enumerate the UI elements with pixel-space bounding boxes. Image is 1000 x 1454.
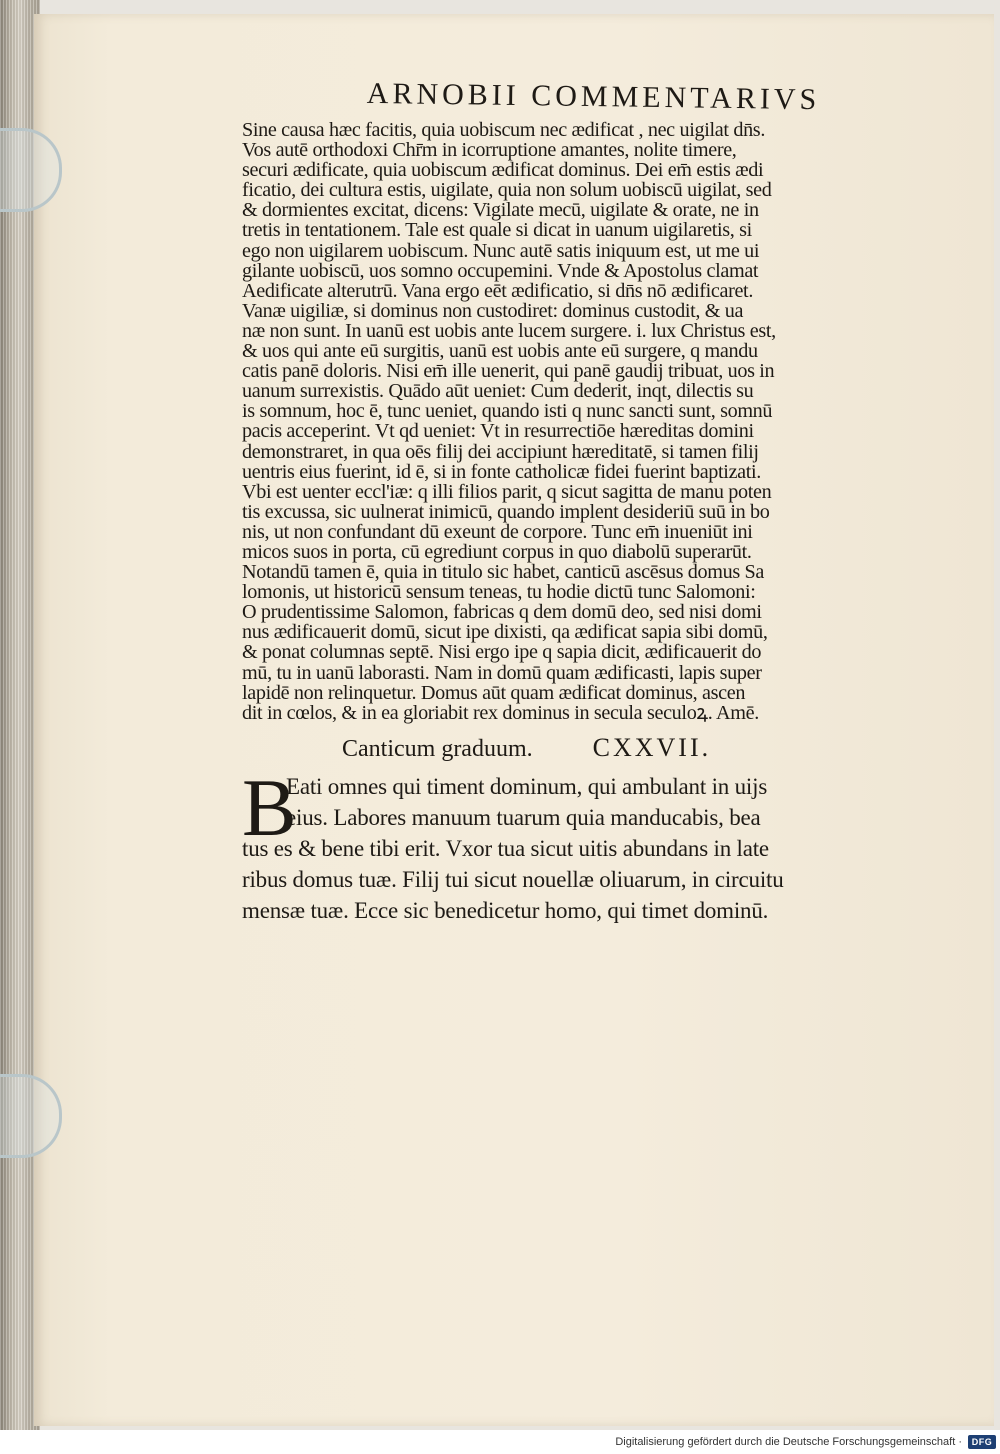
- commentary-line: & dormientes excitat, dicens: Vigilate mecū, uigilate & orate, ne in: [242, 199, 759, 222]
- commentary-line: tretis in tentationem. Tale est quale si dicat in uanum uigilaretis, si: [242, 219, 752, 242]
- commentary-line: & uos qui ante eū surgitis, uanū est uobis ante eū surgere, q mandu: [242, 340, 758, 363]
- commentary-text: [242, 120, 937, 723]
- commentary-line: Aedificate alterutrū. Vana ergo eēt ædificatio, si dn̄s nō ædificaret.: [242, 279, 754, 302]
- commentary-line: Vbi est uenter eccl'iæ: q illi filios parit, q sicut sagitta de manu poten: [242, 480, 772, 503]
- commentary-line: Sine causa hæc facitis, quia uobiscum nec ædificat , nec uigilat dn̄s.: [242, 119, 766, 141]
- commentary-line: micos suos in porta, cū egrediunt corpus in quo diabolū superarūt.: [242, 540, 752, 563]
- commentary-line: næ non sunt. In uanū est uobis ante lucem surgere. i. lux Christus est,: [242, 319, 776, 342]
- psalm-number: CXXVII.: [592, 732, 712, 762]
- commentary-line: lomonis, ut historicū sensum teneas, tu hodie dictū tunc Salomoni:: [242, 581, 756, 604]
- commentary-line: is somnum, hoc ē, tunc ueniet, quando isti q nunc sancti sunt, somnū: [242, 400, 773, 423]
- commentary-line: Vos autē orthodoxi Chr̄m in icorruptione amantes, nolite timere,: [242, 139, 737, 162]
- commentary-line: dit in cœlos, & in ea gloriabit rex dominus in secula seculoꝝ. Amē.: [242, 701, 759, 724]
- commentary-line: securi ædificate, quia uobiscum ædificat dominus. Dei em̄ estis ædi: [242, 159, 764, 182]
- psalm-line: tus es & bene tibi erit. Vxor tua sicut uitis abundans in late: [242, 835, 769, 861]
- psalm-line: eius. Labores manuum tuarum quia manducabis, bea: [286, 804, 761, 830]
- commentary-line: O prudentissime Salomon, fabricas q dem domū deo, sed nisi domi: [242, 601, 762, 624]
- dfg-logo-icon: DFG: [968, 1435, 996, 1449]
- commentary-line: gilante uobiscū, uos somno occupemini. Vnde & Apostolus clamat: [242, 259, 759, 282]
- commentary-line: uentris eius fuerint, id ē, si in fonte catholicæ fidei fuerint baptizati.: [242, 460, 762, 483]
- commentary-line: ficatio, dei cultura estis, uigilate, quia non solum uobiscū uigilat, sed: [242, 179, 772, 202]
- psalm-line: Eati omnes qui timent dominum, qui ambulant in uijs: [286, 773, 768, 799]
- commentary-line: tis excussa, sic uulnerat inimicū, quando implent desideriū suū in bo: [242, 500, 770, 523]
- drop-cap: B: [242, 761, 297, 853]
- psalm-text: [242, 761, 937, 926]
- commentary-line: nis, ut non confundant dū exeunt de corpore. Tunc em̄ inueniūt ini: [242, 520, 753, 543]
- commentary-line: nus ædificauerit domū, sicut ipe dixisti, qa ædificat sapia sibi domū,: [242, 621, 768, 644]
- commentary-line: demonstraret, in qua oēs filij dei accipiunt hæreditatē, si tamen filij: [242, 440, 759, 463]
- commentary-line: mū, tu in uanū laborasti. Nam in domū quam ædificasti, lapis super: [242, 661, 762, 684]
- commentary-line: catis panē doloris. Nisi em̄ ille uenerit, qui panē gaudij tribuat, uos in: [242, 360, 775, 383]
- running-head: ARNOBII COMMENTARIVS: [366, 76, 821, 117]
- psalm-line: mensæ tuæ. Ecce sic benedicetur homo, qui timet dominū.: [242, 897, 769, 923]
- commentary-line: lapidē non relinquetur. Domus aūt quam ædificat dominus, ascen: [242, 681, 746, 704]
- text-block: [242, 76, 937, 926]
- psalm-title: Canticum graduum.: [342, 735, 533, 762]
- commentary-line: Vanæ uigiliæ, si dominus non custodiret: dominus custodit, & ua: [242, 299, 744, 322]
- footer-bar: [0, 1430, 1000, 1454]
- footer-credit: Digitalisierung gefördert durch die Deutsche Forschungsgemeinschaft ·: [615, 1436, 962, 1448]
- commentary-line: & ponat columnas septē. Nisi ergo ipe q sapia dicit, ædificauerit do: [242, 641, 762, 664]
- psalm-heading: [342, 733, 937, 763]
- commentary-line: Notandū tamen ē, quia in titulo sic habet, canticū ascēsus domus Sa: [242, 561, 765, 584]
- psalm-line: ribus domus tuæ. Filij tui sicut nouellæ oliuarum, in circuitu: [242, 866, 784, 892]
- commentary-line: uanum surrexistis. Quādo aūt ueniet: Cum dederit, inqt, dilectis su: [242, 380, 754, 403]
- commentary-line: ego non uigilarem uobiscum. Nunc autē satis iniquum est, ut me ui: [242, 239, 760, 262]
- commentary-line: pacis acceperint. Vt qd ueniet: Vt in resurrectiōe hæreditas domini: [242, 420, 754, 443]
